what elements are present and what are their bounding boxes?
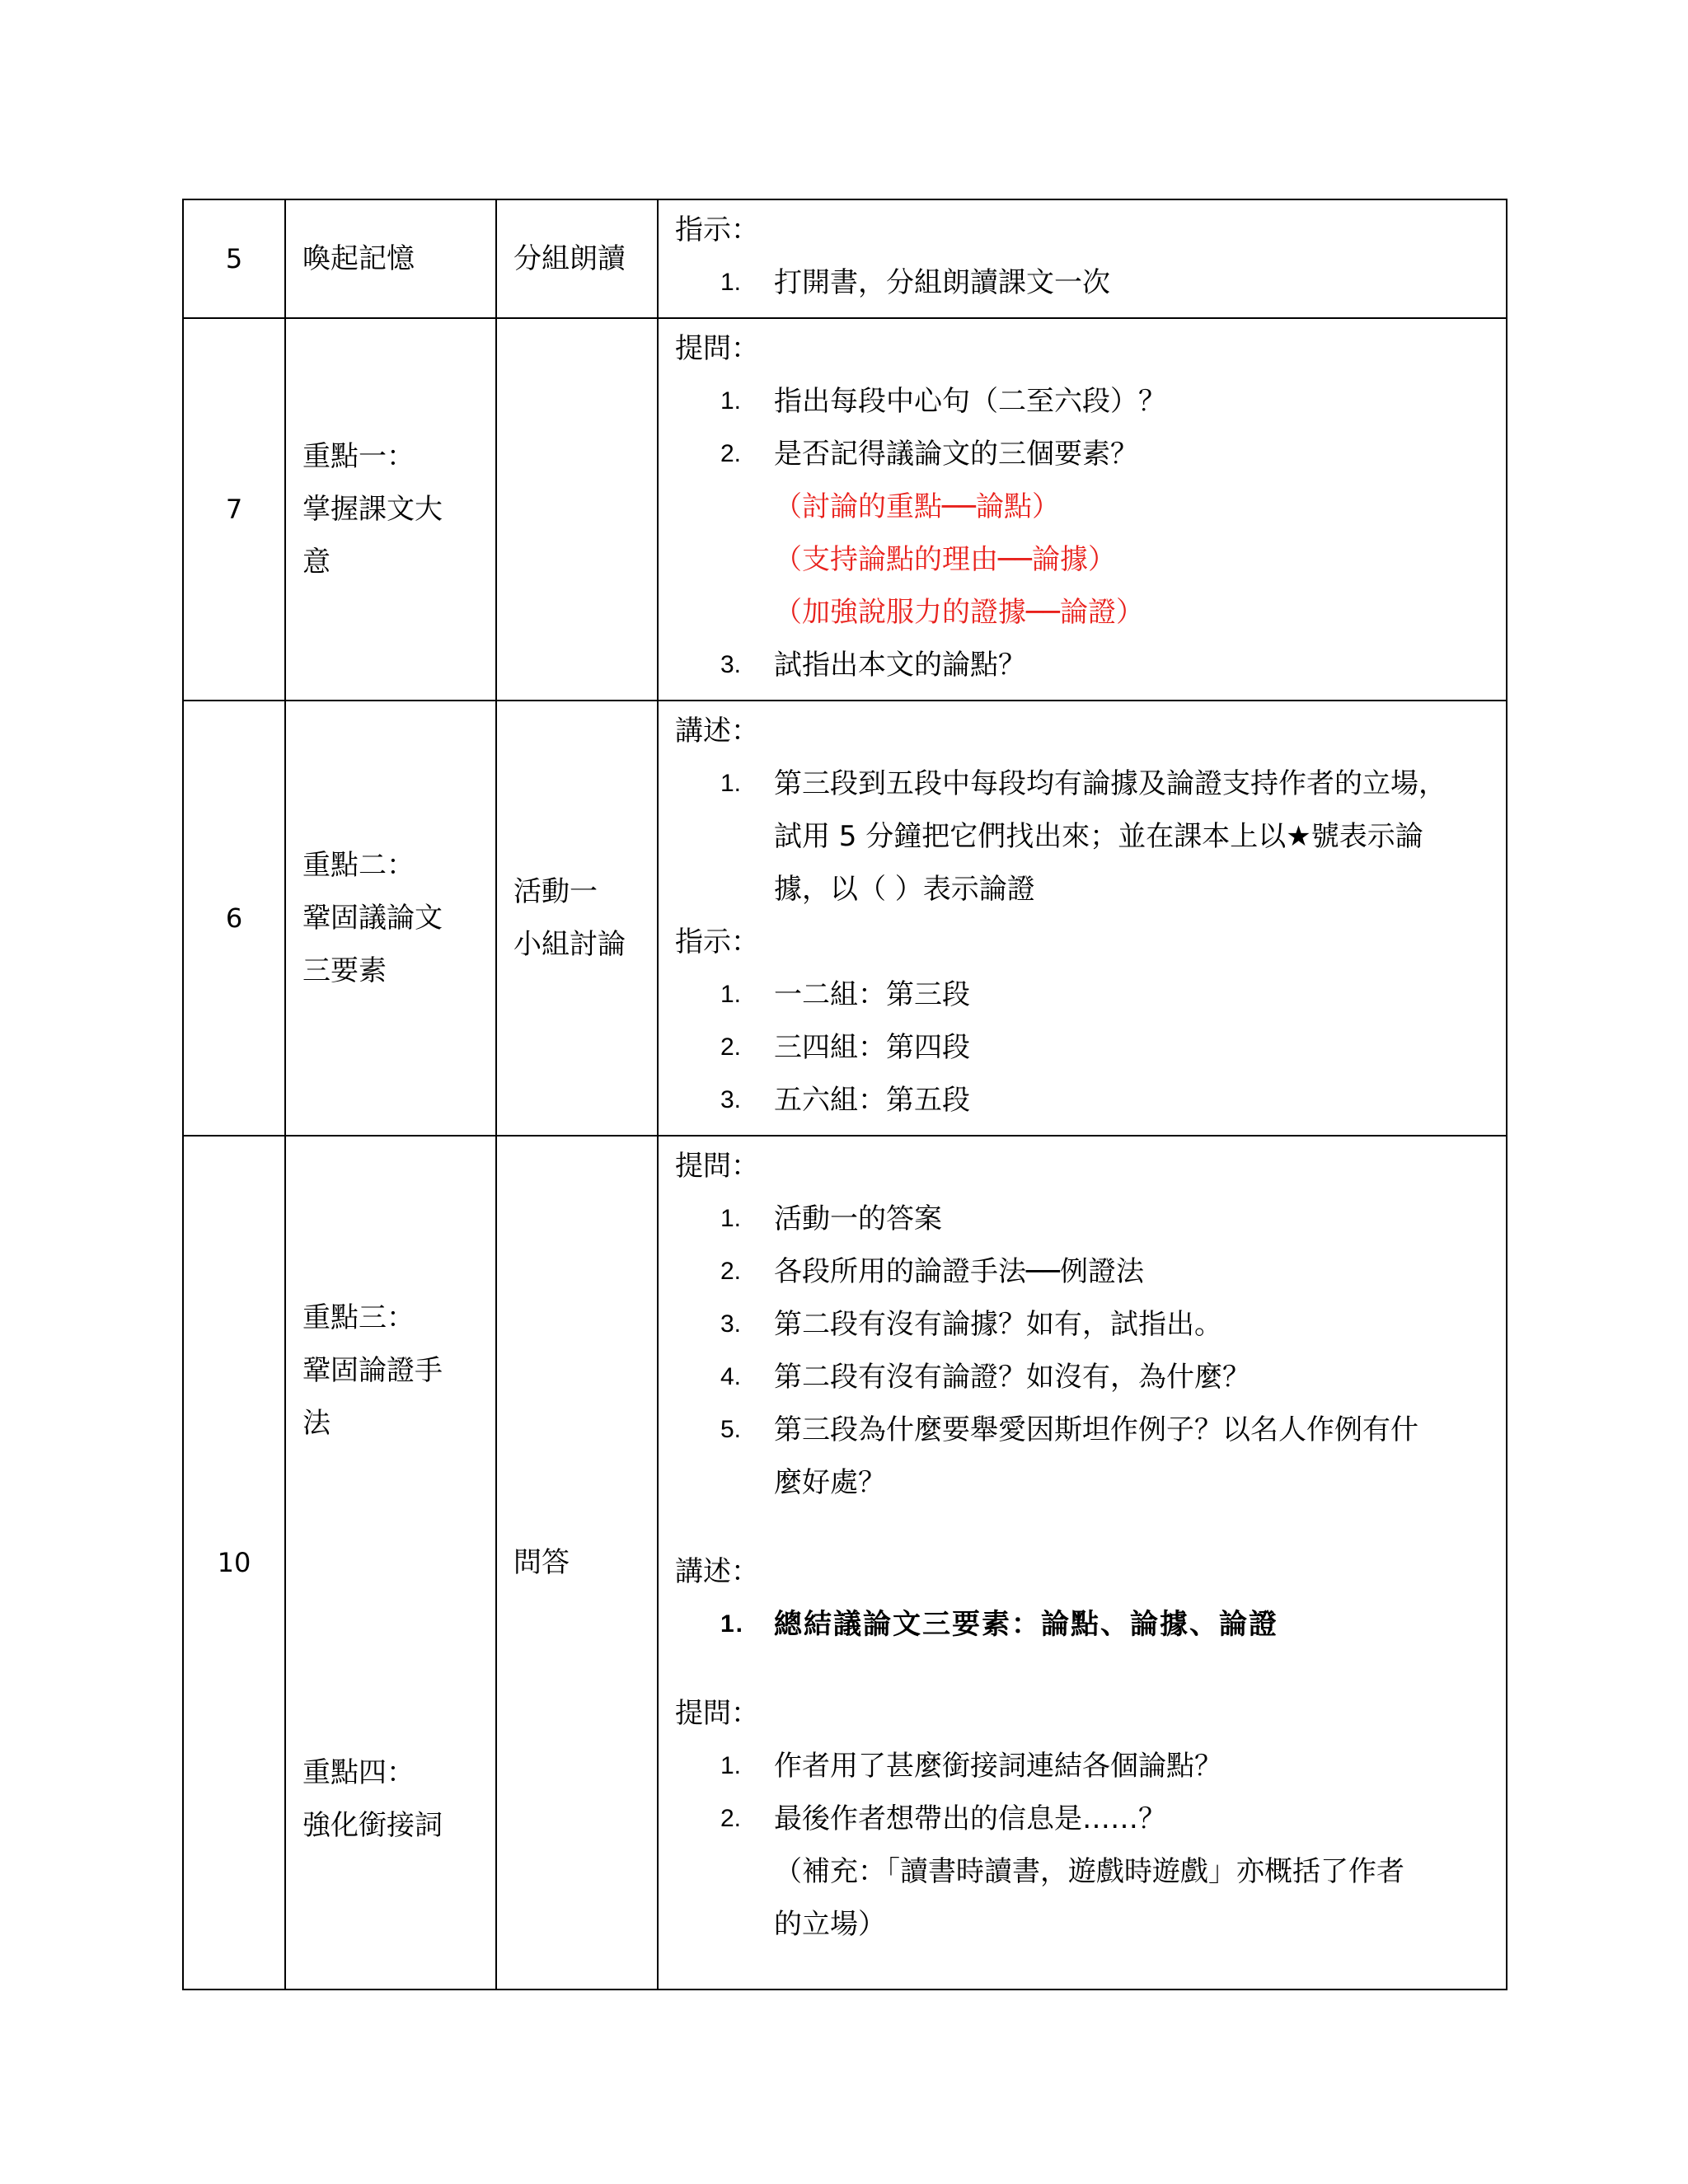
red-note: （支持論點的理由──論據）	[774, 543, 1116, 576]
item-text: 試指出本文的論點？	[774, 649, 1026, 682]
method-text: 活動一	[513, 875, 598, 908]
teaching-item-text: 喚起記憶	[302, 242, 415, 275]
teaching-item-text: 重點三：	[302, 1301, 415, 1334]
item-number: 3.	[720, 1310, 742, 1338]
supplement-note: 的立場）	[774, 1908, 886, 1941]
item-text: 各段所用的論證手法──例證法	[774, 1255, 1144, 1288]
item-text: 試用 5 分鐘把它們找出來；並在課本上以★號表示論	[774, 820, 1423, 853]
item-text: 指出每段中心句（二至六段）？	[774, 385, 1166, 418]
teaching-item-text: 掌握課文大	[302, 493, 443, 526]
item-text: 五六組：第五段	[774, 1084, 970, 1117]
section-heading: 講述：	[675, 715, 759, 748]
minutes-value: 5	[225, 243, 243, 274]
table-row	[183, 318, 1507, 701]
item-number: 2.	[720, 1258, 742, 1285]
teaching-item-cell	[285, 199, 496, 318]
table-row	[183, 701, 1507, 1136]
table-row	[183, 1136, 1507, 1990]
teaching-item-text: 鞏固論證手	[302, 1354, 443, 1387]
section-heading: 提問：	[675, 1150, 759, 1183]
list-item	[675, 1245, 1489, 1298]
lesson-plan-table	[182, 199, 1507, 1990]
item-number: 1.	[720, 770, 742, 797]
item-number: 1.	[720, 269, 742, 296]
item-text: 麼好處？	[774, 1466, 886, 1499]
list-item	[675, 1598, 1489, 1651]
teaching-item-cell	[285, 318, 496, 701]
teaching-item-text: 意	[302, 546, 331, 579]
supplement-note: （補充：「讀書時讀書，遊戲時遊戲」亦概括了作者	[774, 1855, 1404, 1888]
item-number: 5.	[720, 1416, 742, 1443]
item-number: 1.	[720, 1610, 745, 1638]
detail-cell	[658, 318, 1507, 701]
list-item	[675, 428, 1489, 480]
item-number: 1.	[720, 387, 742, 415]
item-text: 第二段有沒有論證？如沒有，為什麼？	[774, 1361, 1250, 1394]
method-cell	[496, 701, 658, 1136]
list-item	[675, 639, 1489, 691]
section-heading: 指示：	[675, 926, 759, 958]
minutes-value: 6	[225, 902, 243, 934]
item-number: 1.	[720, 981, 742, 1008]
detail-cell	[658, 1136, 1507, 1990]
item-text: 打開書，分組朗讀課文一次	[774, 266, 1110, 299]
section-heading: 提問：	[675, 332, 759, 365]
item-text: 第二段有沒有論據？如有，試指出。	[774, 1308, 1222, 1341]
method-cell	[496, 199, 658, 318]
list-item	[675, 1404, 1489, 1509]
minutes-cell	[183, 199, 285, 318]
teaching-item-text: 鞏固議論文	[302, 902, 443, 935]
list-item	[675, 1793, 1489, 1845]
table-row	[183, 199, 1507, 318]
item-number: 1.	[720, 1205, 742, 1232]
item-number: 2.	[720, 1033, 742, 1061]
section-heading: 指示：	[675, 213, 759, 246]
item-text: 是否記得議論文的三個要素？	[774, 438, 1138, 471]
item-text: 總結議論文三要素：論點、論據、論證	[774, 1608, 1278, 1641]
section-heading: 講述：	[675, 1555, 759, 1588]
list-item	[675, 1193, 1489, 1245]
section-heading: 提問：	[675, 1697, 759, 1730]
list-item	[675, 1298, 1489, 1351]
minutes-value: 10	[217, 1547, 251, 1578]
method-text: 問答	[513, 1546, 570, 1579]
teaching-item-text: 法	[302, 1407, 331, 1440]
item-number: 3.	[720, 651, 742, 678]
method-cell	[496, 1136, 658, 1990]
detail-cell	[658, 701, 1507, 1136]
list-item	[675, 1740, 1489, 1793]
item-number: 3.	[720, 1086, 742, 1113]
teaching-item-text: 三要素	[302, 954, 387, 987]
list-item	[675, 757, 1489, 916]
minutes-cell	[183, 1136, 285, 1990]
teaching-item-text: 重點一：	[302, 440, 415, 473]
item-text: 一二組：第三段	[774, 978, 970, 1011]
teaching-item-cell	[285, 1136, 496, 1990]
item-text: 第三段到五段中每段均有論據及論證支持作者的立場，	[774, 767, 1447, 800]
teaching-item-text: 重點二：	[302, 849, 415, 882]
minutes-cell	[183, 701, 285, 1136]
list-item	[675, 1021, 1489, 1074]
item-number: 4.	[720, 1363, 742, 1390]
minutes-value: 7	[225, 494, 243, 525]
list-item	[675, 1074, 1489, 1127]
red-note: （加強說服力的證據──論證）	[774, 596, 1144, 629]
item-text: 最後作者想帶出的信息是……？	[774, 1802, 1166, 1835]
list-item	[675, 1351, 1489, 1404]
method-cell	[496, 318, 658, 701]
item-text: 作者用了甚麼銜接詞連結各個論點？	[774, 1750, 1222, 1783]
red-note: （討論的重點──論點）	[774, 490, 1060, 523]
method-text: 分組朗讀	[513, 242, 626, 275]
item-text: 三四組：第四段	[774, 1031, 970, 1064]
item-number: 2.	[720, 440, 742, 467]
item-text: 活動一的答案	[774, 1202, 942, 1235]
item-number: 1.	[720, 1752, 742, 1779]
minutes-cell	[183, 318, 285, 701]
list-item	[675, 968, 1489, 1021]
teaching-item-cell	[285, 701, 496, 1136]
list-item	[675, 256, 1489, 309]
teaching-item-text: 強化銜接詞	[302, 1809, 443, 1842]
item-text: 第三段為什麼要舉愛因斯坦作例子？以名人作例有什	[774, 1413, 1418, 1446]
list-item	[675, 375, 1489, 428]
teaching-item-text: 重點四：	[302, 1756, 415, 1789]
item-number: 2.	[720, 1805, 742, 1832]
item-text: 據，以（ ）表示論證	[774, 873, 1035, 906]
detail-cell	[658, 199, 1507, 318]
method-text: 小組討論	[513, 928, 626, 961]
